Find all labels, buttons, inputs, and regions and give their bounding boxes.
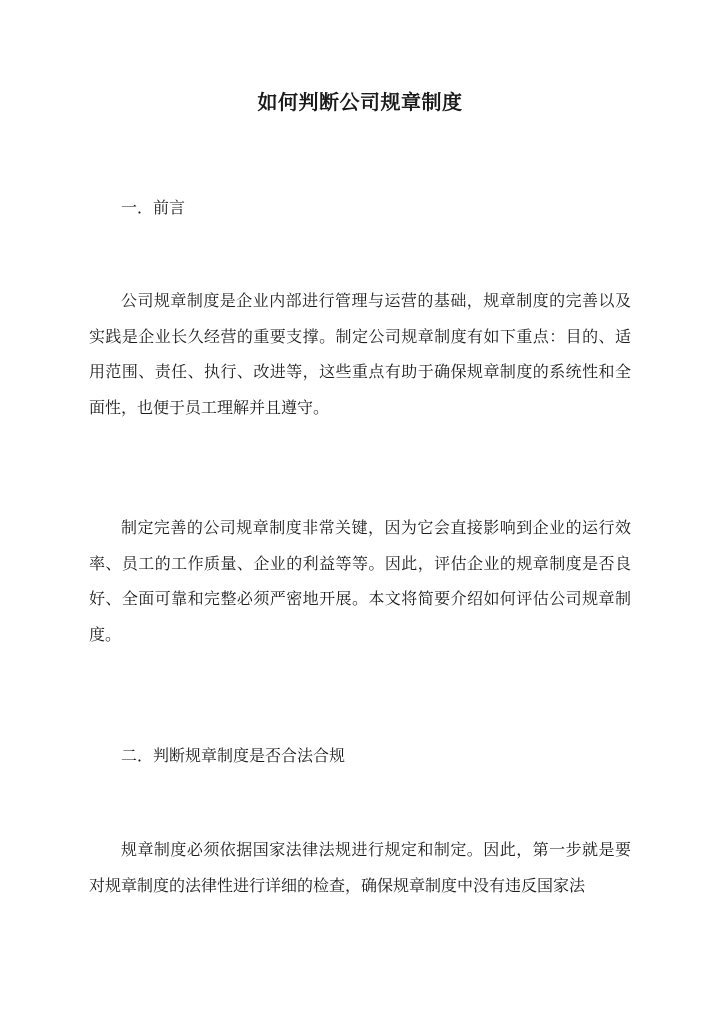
paragraph: 公司规章制度是企业内部进行管理与运营的基础，规章制度的完善以及实践是企业长久经营的重要支撑。制定公司规章制度有如下重点：目的、适用范围、责任、执行、改进等，这些重点有助于确保规章制度的系统性和全面性，也便于员工理解并且遵守。 [89, 291, 631, 417]
paragraph: 制定完善的公司规章制度非常关键，因为它会直接影响到企业的运行效率、员工的工作质量、企业的利益等等。因此，评估企业的规章制度是否良好、全面可靠和完整必须严密地开展。本文将简要介绍如何评估公司规章制度。 [89, 518, 631, 644]
document-title: 如何判断公司规章制度 [257, 90, 463, 114]
paragraph: 规章制度必须依据国家法律法规进行规定和制定。因此，第一步就是要对规章制度的法律性进行详细的检查，确保规章制度中没有违反国家法 [89, 840, 631, 895]
section-heading-preface: 一．前言 [121, 198, 186, 217]
section-heading-legality: 二．判断规章制度是否合法合规 [121, 746, 346, 765]
